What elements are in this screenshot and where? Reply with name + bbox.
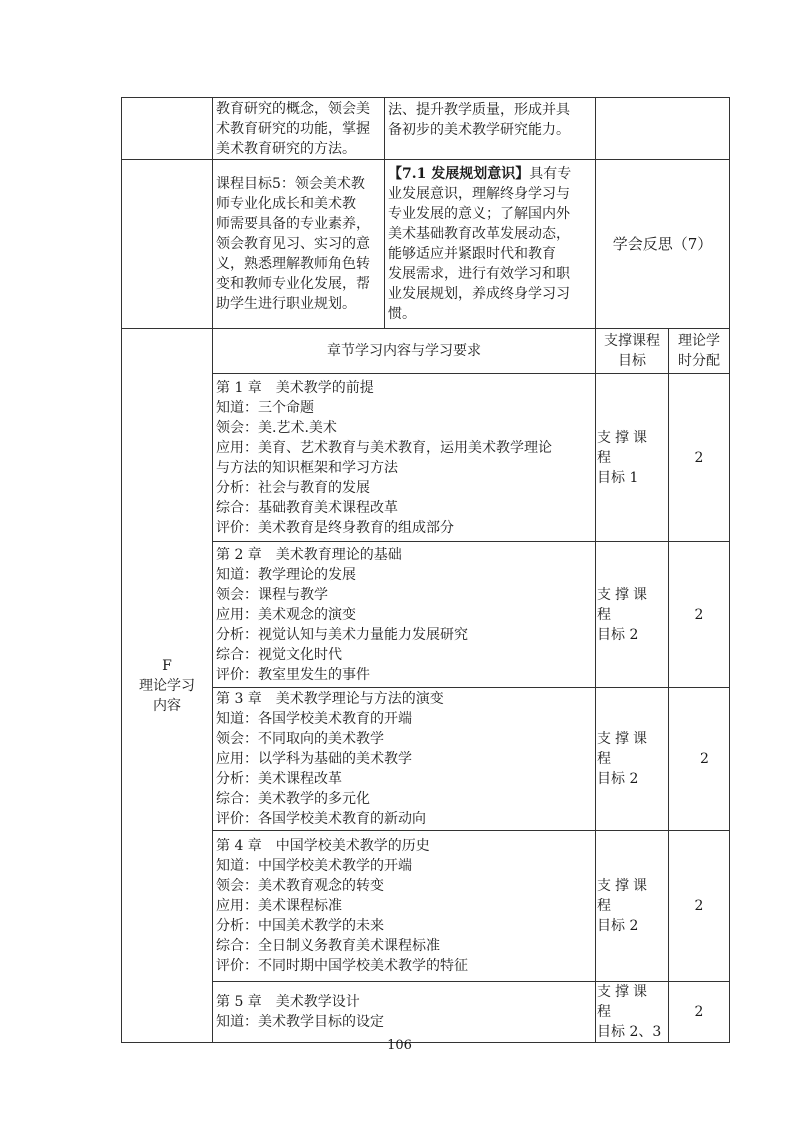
section-title-line: 内容 <box>153 697 181 714</box>
objective-cell <box>213 160 385 329</box>
chapter-line: 分析：美术课程改革 <box>216 771 342 787</box>
page-number: 106 <box>387 1038 412 1053</box>
objective-line: 术教育研究的功能，掌握 <box>216 120 370 137</box>
support-line: 支撑课程 <box>597 586 651 623</box>
chapter-line: 应用：以学科为基础的美术教学 <box>216 751 412 767</box>
requirement-line: 法、提升教学质量，形成并具 <box>388 102 570 118</box>
chapter-line: 领会：课程与教学 <box>216 586 328 603</box>
requirement-cell <box>385 160 596 329</box>
objective-line: 义，熟悉理解教师角色转 <box>216 256 370 272</box>
objective-line: 美术教育研究的方法。 <box>216 140 356 157</box>
chapter-content <box>213 831 596 982</box>
chapter-line: 领会：美.艺术.美术 <box>216 419 337 436</box>
chapter-line: 综合：基础教育美术课程改革 <box>216 499 398 516</box>
header-hours <box>669 329 730 374</box>
chapter-line: 领会：不同取向的美术教学 <box>216 731 384 747</box>
chapter-line: 综合：视觉文化时代 <box>216 646 342 663</box>
chapter-line: 综合：美术教学的多元化 <box>216 791 370 807</box>
chapter-line: 评价：教室里发生的事件 <box>216 666 370 683</box>
objective-line: 领会教育见习、实习的意 <box>216 236 370 252</box>
requirement-line: 惯。 <box>388 306 416 322</box>
header-support-line: 支撑课程 <box>604 333 660 349</box>
chapter-row <box>122 688 730 831</box>
objective-line: 课程目标5：领会美术教 <box>216 176 365 192</box>
chapter-line: 第 3 章 美术教学理论与方法的演变 <box>216 691 444 707</box>
header-support-line: 目标 <box>618 353 646 369</box>
section-letter: F <box>162 657 172 674</box>
objective-row <box>122 160 730 329</box>
chapter-content <box>213 542 596 688</box>
requirement-cell <box>385 98 596 160</box>
chapter-line: 第 5 章 美术教学设计 <box>216 994 360 1010</box>
empty-cell <box>122 98 213 160</box>
chapter-line: 评价：美术教育是终身教育的组成部分 <box>216 519 454 536</box>
header-hours-line: 时分配 <box>678 353 720 369</box>
section-label-cell <box>122 329 213 1043</box>
chapter-line: 评价：不同时期中国学校美术教学的特征 <box>216 958 468 974</box>
hours-cell: 2 <box>669 374 730 542</box>
requirement-line <box>388 164 592 184</box>
chapter-line: 分析：中国美术教学的未来 <box>216 918 384 934</box>
chapter-row <box>122 982 730 1043</box>
chapter-line: 评价：各国学校美术教育的新动向 <box>216 811 426 827</box>
support-cell <box>596 374 669 542</box>
support-line: 支撑课程 <box>597 429 651 466</box>
chapter-line: 知道：各国学校美术教育的开端 <box>216 711 412 727</box>
support-line: 支撑课程 <box>597 984 651 1020</box>
objective-cell <box>213 98 385 160</box>
chapter-line: 知道：三个命题 <box>216 399 314 416</box>
chapter-line: 与方法的知识框架和学习方法 <box>216 459 398 476</box>
support-line: 目标 2、3 <box>597 1024 662 1040</box>
objective-line: 变和教师专业化发展，帮 <box>216 276 370 292</box>
hours-cell: 2 <box>669 831 730 982</box>
chapter-line: 第 4 章 中国学校美术教学的历史 <box>216 838 430 854</box>
chapter-line: 第 1 章 美术教学的前提 <box>216 379 374 396</box>
objective-line: 师需要具备的专业素养， <box>216 216 370 232</box>
requirement-line: 业发展规划，养成终身学习习 <box>388 286 570 302</box>
chapter-line: 分析：社会与教育的发展 <box>216 479 370 496</box>
support-line: 目标 1 <box>597 469 639 486</box>
section-header-row <box>122 329 730 374</box>
course-table <box>121 97 730 1043</box>
section-title-line: 理论学习 <box>139 677 195 694</box>
requirement-tag: 【7.1 发展规划意识】 <box>388 166 530 182</box>
support-line: 支撑课程 <box>597 878 651 914</box>
chapter-content <box>213 374 596 542</box>
chapter-content <box>213 982 596 1043</box>
support-cell <box>596 688 669 831</box>
chapter-line: 应用：美术课程标准 <box>216 898 342 914</box>
header-support <box>596 329 669 374</box>
outcome-cell <box>596 98 730 160</box>
chapter-line: 领会：美术教育观念的转变 <box>216 878 384 894</box>
support-line: 支撑课程 <box>597 731 651 767</box>
hours-cell: 2 <box>669 688 730 831</box>
chapter-line: 知道：中国学校美术教学的开端 <box>216 858 412 874</box>
chapter-row <box>122 831 730 982</box>
header-hours-line: 理论学 <box>678 333 720 349</box>
empty-cell <box>122 160 213 329</box>
chapter-line: 第 2 章 美术教育理论的基础 <box>216 546 402 563</box>
support-cell <box>596 542 669 688</box>
requirement-line: 美术基础教育改革发展动态， <box>388 226 570 242</box>
chapter-row <box>122 374 730 542</box>
requirement-line: 业发展意识，理解终身学习与 <box>388 186 570 202</box>
chapter-content <box>213 688 596 831</box>
support-line: 目标 2 <box>597 626 639 643</box>
objective-line: 教育研究的概念，领会美 <box>216 100 370 117</box>
support-cell <box>596 982 669 1043</box>
header-content: 章节学习内容与学习要求 <box>213 329 596 374</box>
requirement-text: 具有专 <box>529 166 572 182</box>
support-line: 目标 2 <box>597 918 639 934</box>
hours-cell: 2 <box>669 982 730 1043</box>
chapter-line: 知道：教学理论的发展 <box>216 566 356 583</box>
requirement-line: 备初步的美术教学研究能力。 <box>388 122 570 138</box>
requirement-line: 发展需求，进行有效学习和职 <box>388 266 570 282</box>
requirement-line: 专业发展的意义；了解国内外 <box>388 206 570 222</box>
chapter-row <box>122 542 730 688</box>
outcome-cell: 学会反思（7） <box>596 160 730 329</box>
chapter-line: 应用：美术观念的演变 <box>216 606 356 623</box>
chapter-line: 应用：美育、艺术教育与美术教育，运用美术教学理论 <box>216 439 552 456</box>
chapter-line: 综合：全日制义务教育美术课程标准 <box>216 938 440 954</box>
chapter-line: 知道：美术教学目标的设定 <box>216 1014 384 1030</box>
objective-row <box>122 98 730 160</box>
hours-cell: 2 <box>669 542 730 688</box>
requirement-line: 能够适应并紧跟时代和教育 <box>388 246 556 262</box>
chapter-line: 分析：视觉认知与美术力量能力发展研究 <box>216 626 468 643</box>
support-line: 目标 2 <box>597 771 639 787</box>
objective-line: 助学生进行职业规划。 <box>216 296 356 312</box>
support-cell <box>596 831 669 982</box>
objective-line: 师专业化成长和美术教 <box>216 196 356 212</box>
